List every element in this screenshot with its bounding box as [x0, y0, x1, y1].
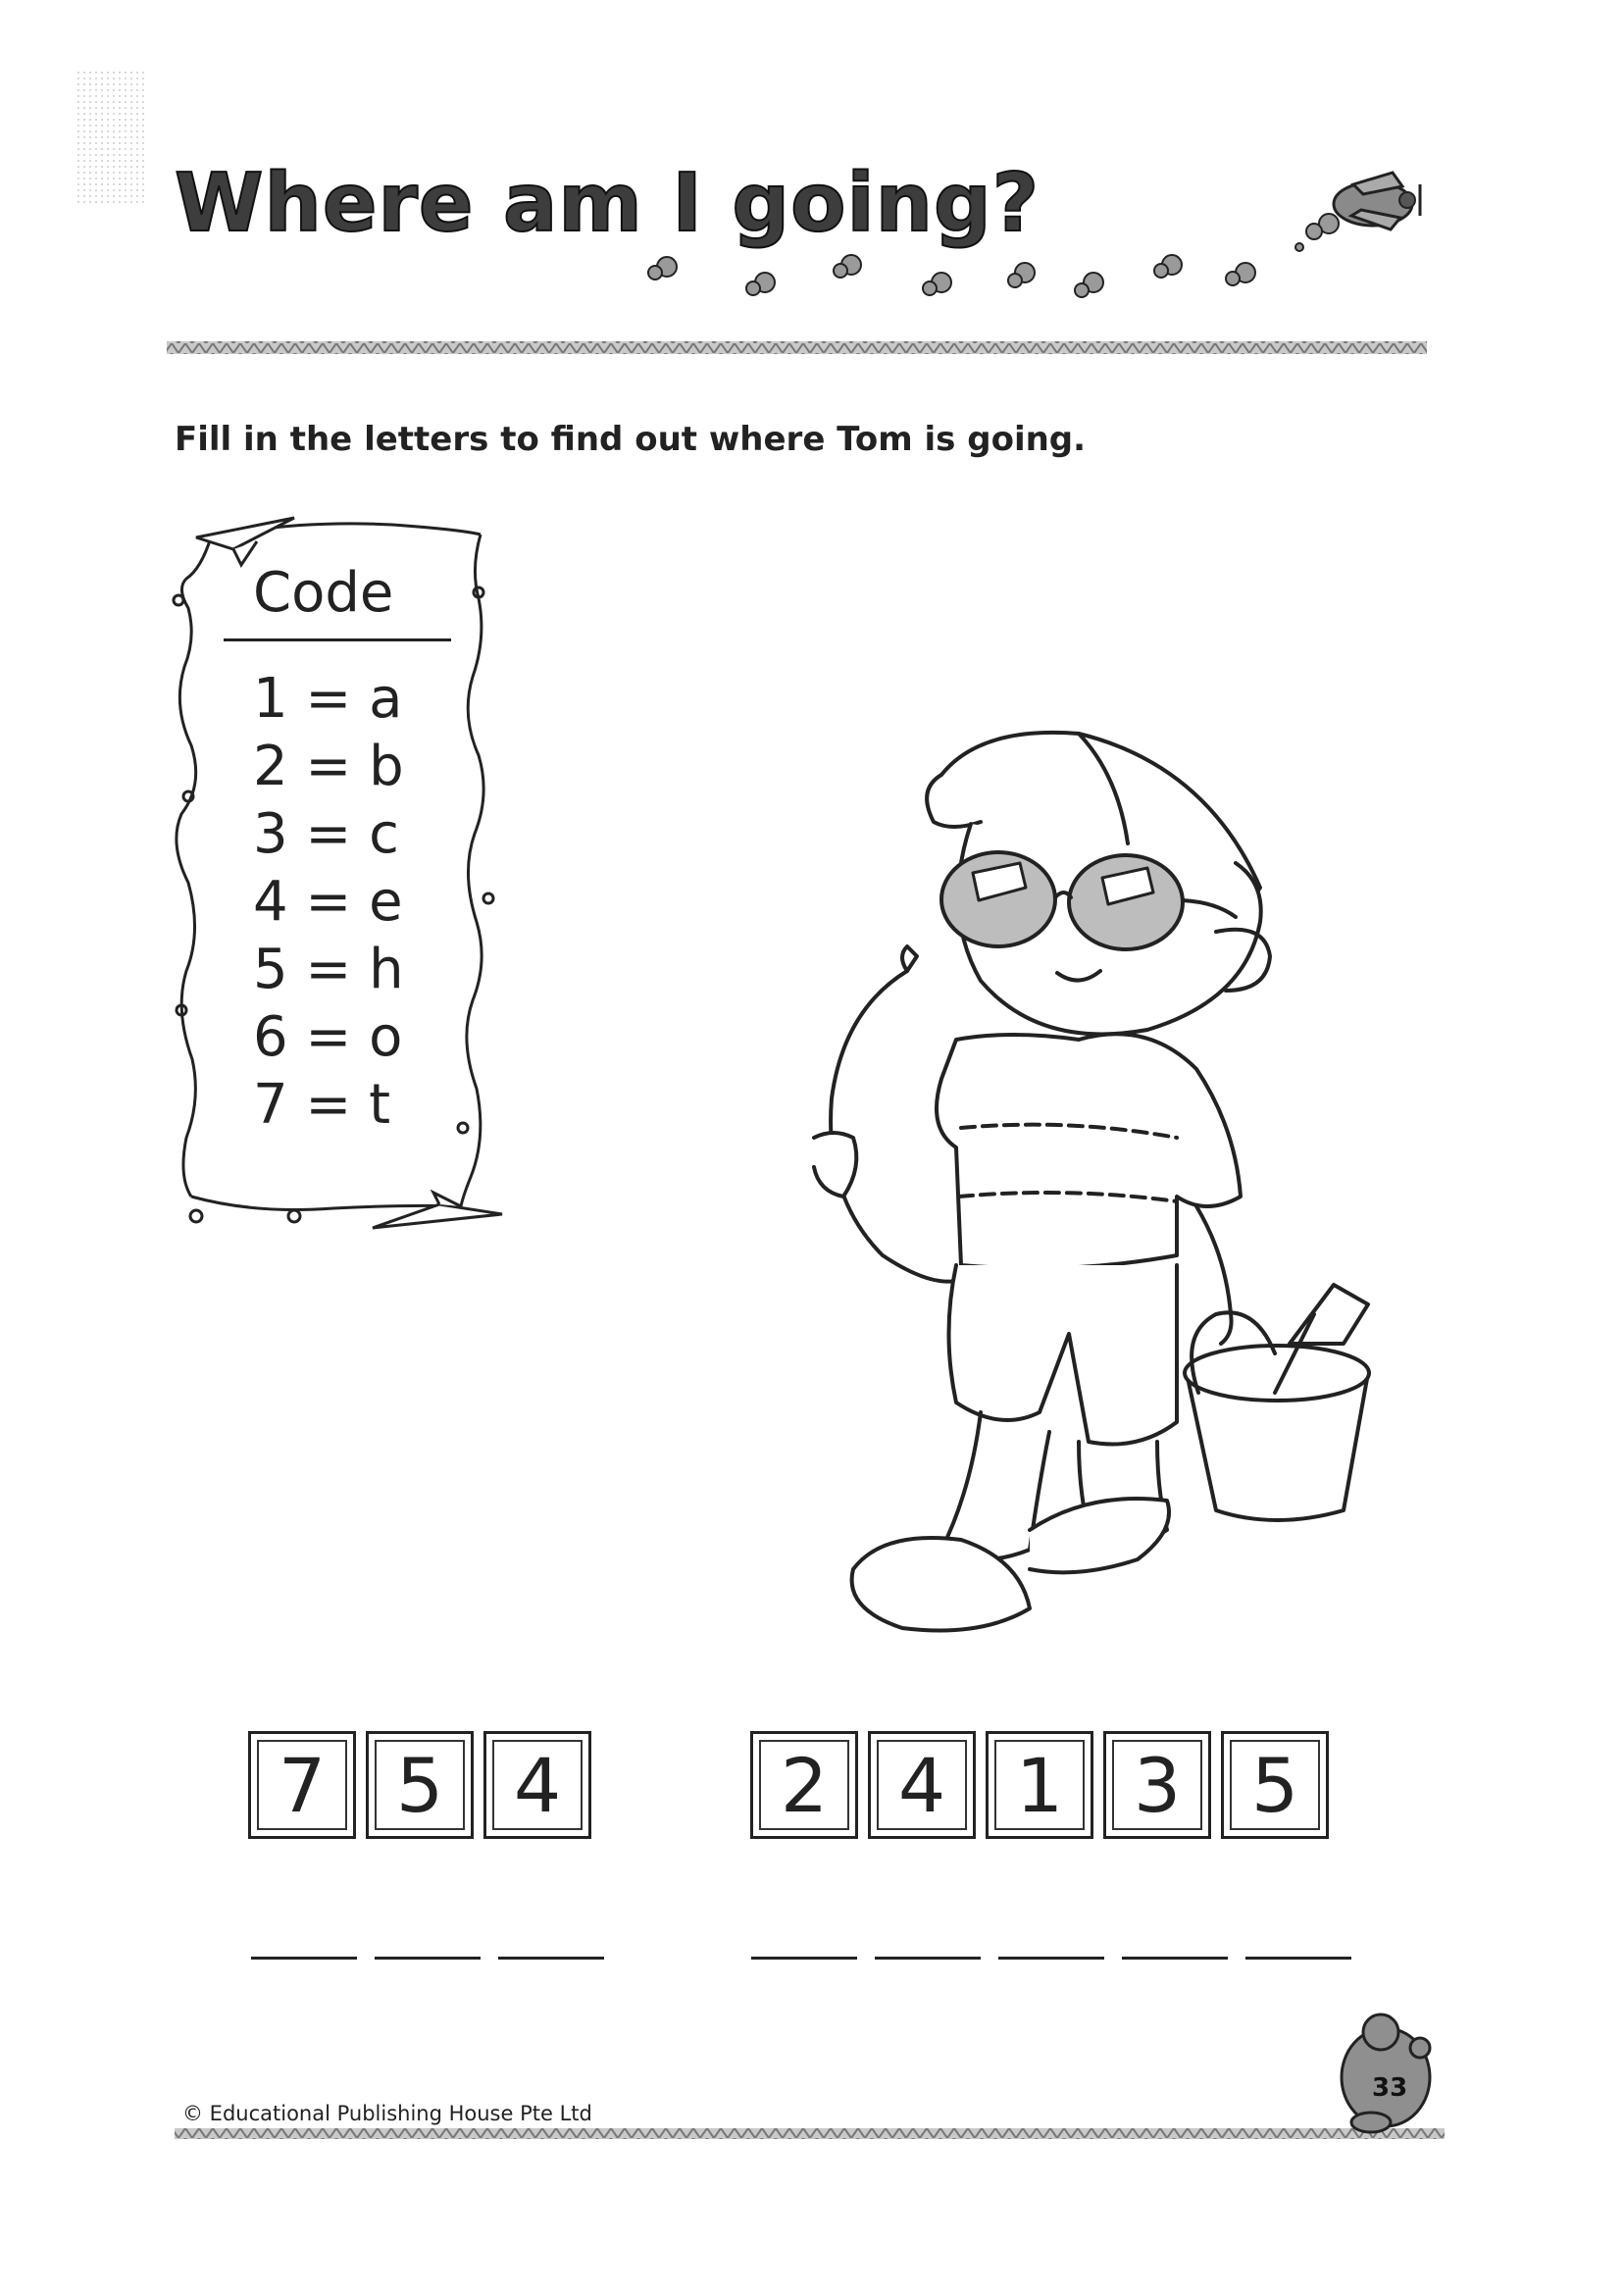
- instruction-text: Fill in the letters to find out where Tom is going.: [175, 420, 1087, 459]
- answer-blank[interactable]: [751, 1957, 857, 1960]
- code-key-item: 1 = a: [253, 667, 403, 731]
- code-key-item: 4 = e: [253, 870, 403, 934]
- answer-blank[interactable]: [251, 1957, 357, 1960]
- airplane-icon: [1334, 173, 1420, 229]
- code-key-item: 5 = h: [253, 938, 404, 1001]
- number-box: [986, 1731, 1093, 1839]
- number-box: [483, 1731, 591, 1839]
- number-box: [868, 1731, 976, 1839]
- number-box-digit: 4: [877, 1740, 967, 1830]
- number-box-digit: 5: [1230, 1740, 1320, 1830]
- scan-noise: [76, 69, 145, 206]
- answer-blank[interactable]: [498, 1957, 604, 1960]
- code-key-item: 3 = c: [253, 802, 399, 866]
- number-box: [1103, 1731, 1211, 1839]
- word2-answer-blanks: [751, 1957, 1351, 1960]
- number-box-digit: 3: [1112, 1740, 1202, 1830]
- answer-blank[interactable]: [998, 1957, 1104, 1960]
- code-key-item: 7 = t: [253, 1073, 391, 1137]
- number-box: [248, 1731, 356, 1839]
- answer-blank[interactable]: [375, 1957, 481, 1960]
- code-key-item: 6 = o: [253, 1005, 403, 1069]
- code-key-divider: [224, 638, 451, 641]
- number-box-digit: 4: [492, 1740, 583, 1830]
- word1-answer-blanks: [251, 1957, 604, 1960]
- page-number: 33: [1372, 2073, 1408, 2103]
- number-box: [366, 1731, 474, 1839]
- number-box: [1221, 1731, 1329, 1839]
- page-title: Where am I going?: [175, 157, 1040, 250]
- number-box-digit: 1: [994, 1740, 1085, 1830]
- rope-divider-bottom: [175, 2128, 1445, 2139]
- answer-blank[interactable]: [1245, 1957, 1351, 1960]
- rope-divider-top: [167, 341, 1427, 354]
- code-key-title: Code: [253, 561, 394, 625]
- code-key-list: [253, 665, 404, 1139]
- number-box: [750, 1731, 858, 1839]
- answer-blank[interactable]: [1122, 1957, 1228, 1960]
- word1-boxes: [248, 1731, 591, 1839]
- answer-blank[interactable]: [875, 1957, 981, 1960]
- number-box-digit: 5: [375, 1740, 465, 1830]
- code-key-item: 2 = b: [253, 735, 404, 798]
- number-box-digit: 2: [759, 1740, 849, 1830]
- copyright-footer: © Educational Publishing House Pte Ltd: [182, 2102, 592, 2125]
- number-box-digit: 7: [257, 1740, 347, 1830]
- word2-boxes: [750, 1731, 1329, 1839]
- boy-illustration: [814, 733, 1369, 1631]
